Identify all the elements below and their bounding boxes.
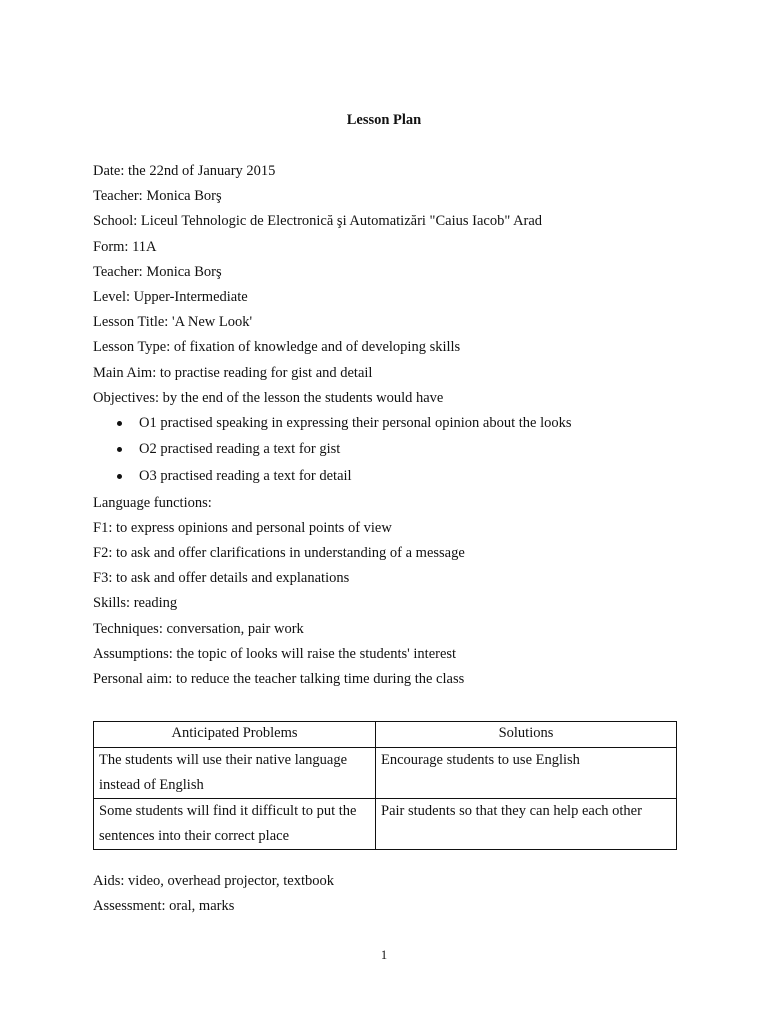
objective-text: O2 practised reading a text for gist	[139, 441, 341, 458]
bullet-icon	[117, 447, 122, 452]
aids-line: Aids: video, overhead projector, textbook	[93, 873, 335, 889]
table-cell-problem: Some students will find it difficult to put the sentences into their correct place	[94, 799, 376, 850]
function-f1-line: F1: to express opinions and personal points of view	[93, 519, 392, 536]
problems-solutions-table	[93, 721, 677, 850]
date-line: Date: the 22nd of January 2015	[93, 163, 276, 179]
objectives-line: Objectives: by the end of the lesson the students would have	[93, 389, 444, 406]
table-cell-solution: Encourage students to use English	[376, 748, 677, 799]
personal-aim-line: Personal aim: to reduce the teacher talking time during the class	[93, 670, 465, 687]
table-cell-solution: Pair students so that they can help each other	[376, 799, 677, 850]
table-header-row	[94, 722, 677, 748]
teacher-line-repeat: Teacher: Monica Borş	[93, 263, 222, 280]
objective-text: O1 practised speaking in expressing their personal opinion about the looks	[139, 414, 572, 431]
school-line: School: Liceul Tehnologic de Electronică şi Automatizări "Caius Iacob" Arad	[93, 213, 543, 230]
objective-item	[93, 413, 693, 440]
techniques-line: Techniques: conversation, pair work	[93, 620, 304, 637]
assessment-line: Assessment: oral, marks	[93, 898, 235, 915]
lesson-type-line: Lesson Type: of fixation of knowledge and of developing skills	[93, 339, 461, 356]
page-number: 1	[380, 948, 388, 962]
lesson-info	[93, 161, 693, 694]
table-header-problems: Anticipated Problems	[94, 722, 376, 748]
aids-assessment	[93, 871, 693, 921]
table-row	[94, 748, 677, 799]
bullet-icon	[117, 421, 122, 426]
skills-line: Skills: reading	[93, 595, 178, 612]
table-row	[94, 799, 677, 850]
main-aim-line: Main Aim: to practise reading for gist and detail	[93, 364, 373, 381]
form-line: Form: 11A	[93, 238, 157, 255]
objective-item	[93, 439, 693, 466]
teacher-line: Teacher: Monica Borş	[93, 188, 222, 205]
objective-text: O3 practised reading a text for detail	[139, 468, 352, 485]
function-f3-line: F3: to ask and offer details and explanations	[93, 570, 350, 587]
page-title: Lesson Plan	[346, 112, 422, 128]
language-functions-line: Language functions:	[93, 494, 212, 511]
table-cell-problem: The students will use their native language instead of English	[94, 748, 376, 799]
table-header-solutions: Solutions	[376, 722, 677, 748]
function-f2-line: F2: to ask and offer clarifications in understanding of a message	[93, 545, 465, 562]
assumptions-line: Assumptions: the topic of looks will raise the students' interest	[93, 645, 457, 662]
bullet-icon	[117, 474, 122, 479]
objective-item	[93, 466, 693, 493]
lesson-title-line: Lesson Title: 'A New Look'	[93, 314, 253, 331]
level-line: Level: Upper-Intermediate	[93, 288, 248, 305]
